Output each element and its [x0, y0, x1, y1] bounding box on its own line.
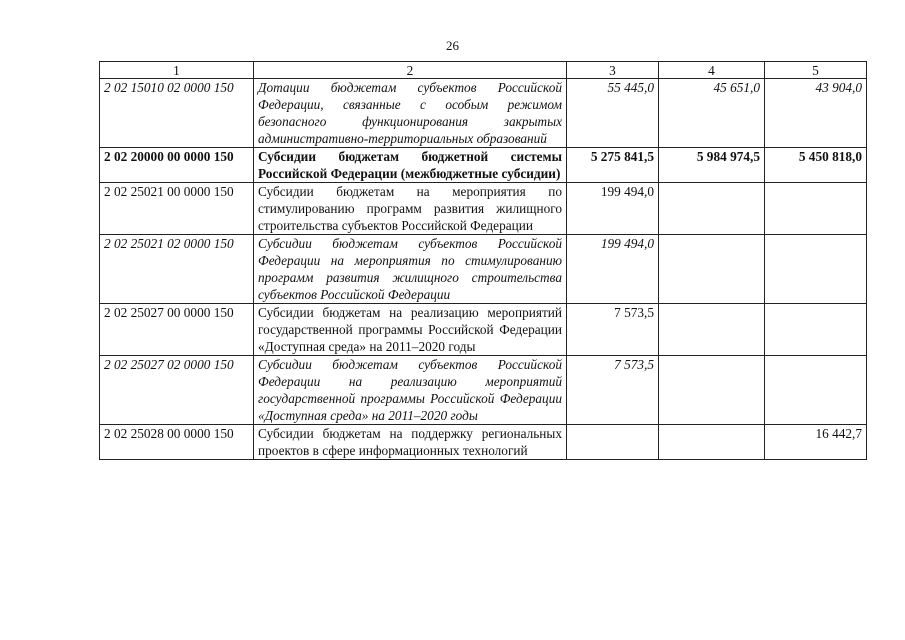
amount-col-3: 7 573,5: [567, 304, 659, 356]
amount-col-5: [765, 183, 867, 235]
header-col-4: 4: [659, 62, 765, 79]
table-row: [100, 425, 867, 460]
budget-item-name: Субсидии бюджетам на поддержку региональных проектов в сфере информационных технологий: [254, 425, 567, 460]
amount-col-5: [765, 235, 867, 304]
budget-item-name: Субсидии бюджетам на реализацию мероприятий государственной программы Российской Федерации «Доступная среда» на 2011–2020 годы: [254, 304, 567, 356]
table-row: [100, 79, 867, 148]
header-row: [100, 62, 867, 79]
amount-col-4: [659, 304, 765, 356]
budget-item-name: Субсидии бюджетам бюджетной системы Российской Федерации (межбюджетные субсидии): [254, 148, 567, 183]
amount-col-4: [659, 356, 765, 425]
amount-col-4: 5 984 974,5: [659, 148, 765, 183]
budget-code: 2 02 20000 00 0000 150: [100, 148, 254, 183]
amount-col-3: 55 445,0: [567, 79, 659, 148]
header-col-2: 2: [254, 62, 567, 79]
amount-col-3: 5 275 841,5: [567, 148, 659, 183]
page-number: 26: [446, 38, 459, 53]
budget-item-name: Субсидии бюджетам субъектов Российской Федерации на реализацию мероприятий государственной программы Российской Федерации «Доступная среда» на 2011–2020 годы: [254, 356, 567, 425]
budget-item-name: Субсидии бюджетам на мероприятия по стимулированию программ развития жилищного строительства субъектов Российской Федерации: [254, 183, 567, 235]
budget-item-name: Дотации бюджетам субъектов Российской Федерации, связанные с особым режимом безопасного функционирования закрытых административно-территориальных образований: [254, 79, 567, 148]
table-row: [100, 148, 867, 183]
budget-code: 2 02 25021 02 0000 150: [100, 235, 254, 304]
header-col-3: 3: [567, 62, 659, 79]
header-col-5: 5: [765, 62, 867, 79]
amount-col-4: [659, 425, 765, 460]
budget-code: 2 02 25027 02 0000 150: [100, 356, 254, 425]
amount-col-4: [659, 183, 765, 235]
budget-code: 2 02 25021 00 0000 150: [100, 183, 254, 235]
budget-table: [99, 61, 867, 460]
amount-col-3: 7 573,5: [567, 356, 659, 425]
table-row: [100, 235, 867, 304]
amount-col-4: [659, 235, 765, 304]
amount-col-5: 5 450 818,0: [765, 148, 867, 183]
budget-code: 2 02 15010 02 0000 150: [100, 79, 254, 148]
header-col-1: 1: [100, 62, 254, 79]
amount-col-5: 43 904,0: [765, 79, 867, 148]
budget-code: 2 02 25027 00 0000 150: [100, 304, 254, 356]
amount-col-5: 16 442,7: [765, 425, 867, 460]
table-row: [100, 304, 867, 356]
amount-col-3: 199 494,0: [567, 235, 659, 304]
table-row: [100, 356, 867, 425]
amount-col-5: [765, 356, 867, 425]
amount-col-5: [765, 304, 867, 356]
amount-col-3: 199 494,0: [567, 183, 659, 235]
budget-code: 2 02 25028 00 0000 150: [100, 425, 254, 460]
table-row: [100, 183, 867, 235]
budget-item-name: Субсидии бюджетам субъектов Российской Федерации на мероприятия по стимулированию программ развития жилищного строительства субъектов Российской Федерации: [254, 235, 567, 304]
amount-col-3: [567, 425, 659, 460]
amount-col-4: 45 651,0: [659, 79, 765, 148]
